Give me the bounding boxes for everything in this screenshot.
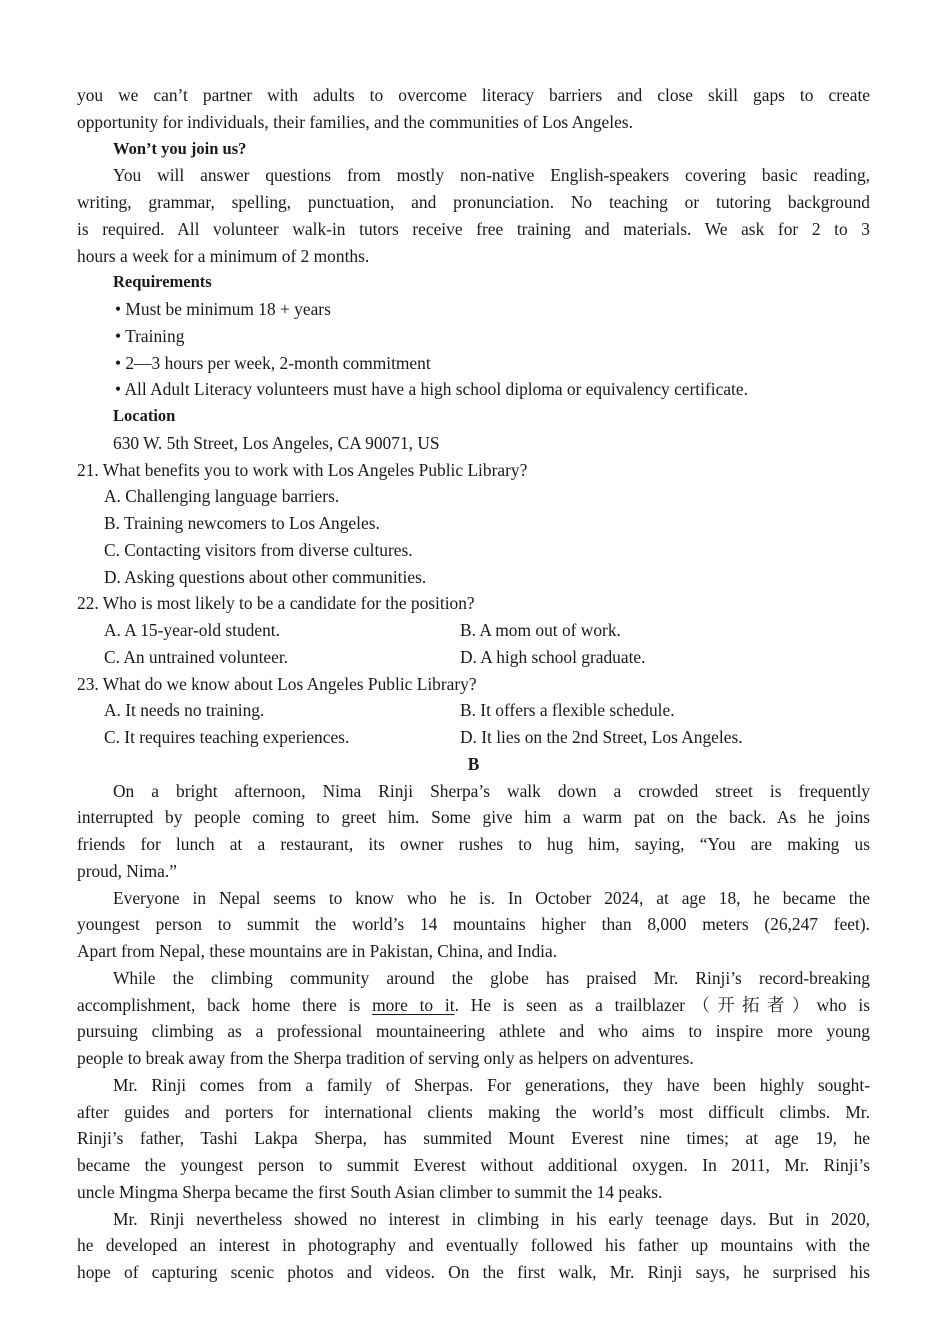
text-line: pursuing climbing as a professional mountaineering athlete and who aims to inspire more young	[77, 1021, 870, 1042]
question: 21. What benefits you to work with Los Angeles Public Library?	[77, 459, 528, 480]
section-heading: Location	[113, 406, 176, 425]
answer-option: D. It lies on the 2nd Street, Los Angeles.	[460, 727, 743, 747]
answer-options-row	[77, 697, 870, 724]
text-line: opportunity for individuals, their families, and the communities of Los Angeles.	[77, 111, 633, 132]
text-line: Rinji’s father, Tashi Lakpa Sherpa, has summited Mount Everest nine times; at age 19, he	[77, 1128, 870, 1149]
paragraph-first-line: On a bright afternoon, Nima Rinji Sherpa’s walk down a crowded street is frequently	[113, 780, 870, 801]
address-line: 630 W. 5th Street, Los Angeles, CA 90071, US	[113, 432, 440, 453]
text-line: uncle Mingma Sherpa became the first South Asian climber to summit the 14 peaks.	[77, 1181, 663, 1202]
text-line: after guides and porters for international clients making the world’s most difficult climbs. Mr.	[77, 1101, 870, 1122]
text-line: is required. All volunteer walk-in tutors receive free training and materials. We ask for 2 to 3	[77, 218, 870, 239]
answer-options-row	[77, 644, 870, 671]
requirement-item: • 2—3 hours per week, 2-month commitment	[115, 352, 431, 373]
answer-option: C. It requires teaching experiences.	[104, 727, 350, 747]
text-line: writing, grammar, spelling, punctuation, and pronunciation. No teaching or tutoring background	[77, 192, 870, 212]
answer-option: A. Challenging language barriers.	[104, 486, 340, 507]
answer-option: B. A mom out of work.	[460, 620, 621, 640]
answer-option: D. A high school graduate.	[460, 646, 646, 667]
answer-options-row	[77, 724, 870, 751]
answer-option: C. Contacting visitors from diverse cultures.	[104, 539, 413, 560]
question: 22. Who is most likely to be a candidate for the position?	[77, 593, 475, 614]
section-heading: Requirements	[113, 272, 212, 292]
answer-option: D. Asking questions about other communities.	[104, 566, 427, 587]
text-line	[77, 992, 870, 1019]
text-line: hours a week for a minimum of 2 months.	[77, 245, 370, 266]
answer-options-row	[77, 617, 870, 644]
answer-option: A. It needs no training.	[104, 700, 265, 721]
section-label: B	[467, 753, 480, 774]
paragraph-first-line: Everyone in Nepal seems to know who he is. In October 2024, at age 18, he became the	[113, 887, 870, 908]
text-line: friends for lunch at a restaurant, its owner rushes to hug him, saying, “You are making us	[77, 834, 870, 854]
paragraph-first-line: While the climbing community around the globe has praised Mr. Rinji’s record-breaking	[113, 967, 870, 988]
text-line: proud, Nima.”	[77, 860, 177, 881]
answer-option: C. An untrained volunteer.	[104, 646, 289, 667]
document-page	[77, 82, 870, 1286]
text-line: interrupted by people coming to greet him. Some give him a warm pat on the back. As he joins	[77, 807, 870, 828]
paragraph-first-line: Mr. Rinji comes from a family of Sherpas. For generations, they have been highly sought-	[113, 1074, 870, 1095]
requirement-item: • Training	[115, 325, 185, 346]
answer-option: B. It offers a flexible schedule.	[460, 700, 675, 721]
text-segment: accomplishment, back home there is	[77, 994, 373, 1015]
requirement-item: • Must be minimum 18 + years	[115, 299, 331, 319]
text-line: people to break away from the Sherpa tradition of serving only as helpers on adventures.	[77, 1048, 694, 1068]
text-line: you we can’t partner with adults to overcome literacy barriers and close skill gaps to create	[77, 85, 870, 105]
answer-option: A. A 15-year-old student.	[104, 620, 280, 640]
text-line: Apart from Nepal, these mountains are in Pakistan, China, and India.	[77, 941, 558, 961]
underlined-phrase: more to it	[372, 994, 455, 1015]
text-line: became the youngest person to summit Everest without additional oxygen. In 2011, Mr. Rinji’s	[77, 1155, 870, 1175]
paragraph-first-line: You will answer questions from mostly non-native English-speakers covering basic reading,	[113, 165, 870, 186]
paragraph-first-line: Mr. Rinji nevertheless showed no interest in climbing in his early teenage days. But in 2020,	[113, 1208, 870, 1229]
answer-option: B. Training newcomers to Los Angeles.	[104, 513, 380, 533]
text-line: youngest person to summit the world’s 14 mountains higher than 8,000 meters (26,247 feet).	[77, 914, 870, 935]
section-heading: Won’t you join us?	[113, 138, 247, 158]
text-line: hope of capturing scenic photos and videos. On the first walk, Mr. Rinji says, he surprised his	[77, 1262, 870, 1282]
question: 23. What do we know about Los Angeles Public Library?	[77, 673, 477, 694]
text-segment: . He is seen as a trailblazer（开拓者）who is	[454, 994, 870, 1015]
requirement-item: • All Adult Literacy volunteers must have a high school diploma or equivalency certificate.	[115, 379, 748, 400]
text-line: he developed an interest in photography and eventually followed his father up mountains with the	[77, 1235, 870, 1256]
